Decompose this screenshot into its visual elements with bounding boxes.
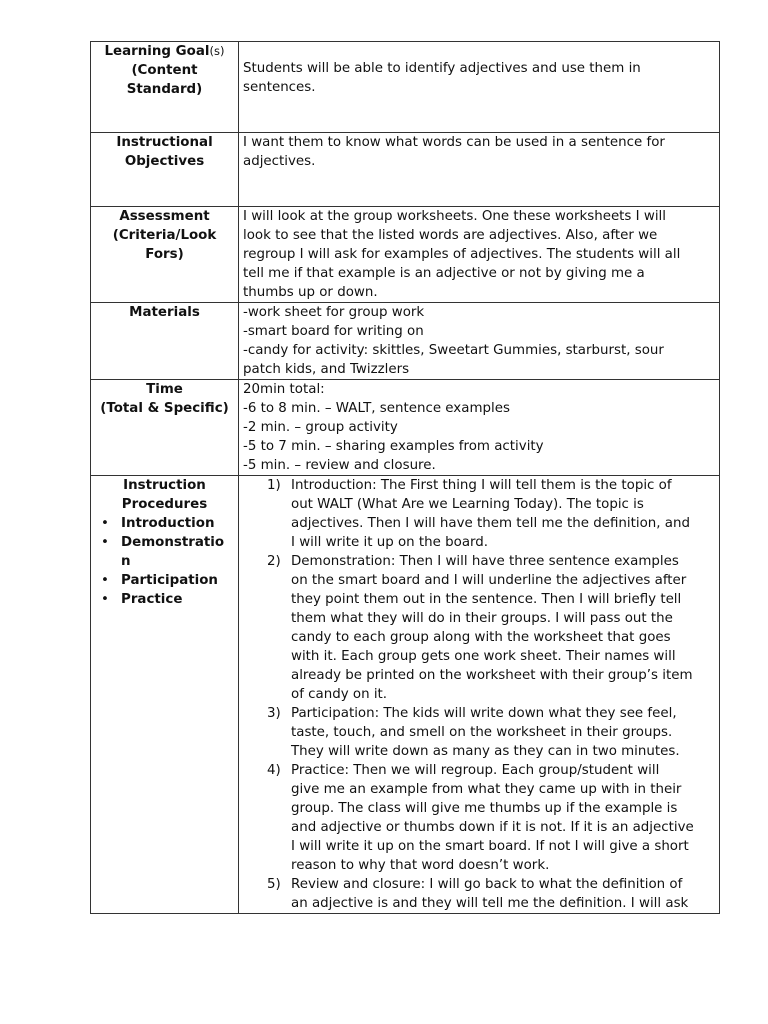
text-line: Practice: Then we will regroup. Each group/student will — [291, 763, 660, 778]
text-line: regroup I will ask for examples of adjectives. The students will all — [243, 247, 681, 262]
procedures-label-line: Procedures — [121, 497, 208, 512]
text-line: Demonstration: Then I will have three sentence examples — [291, 554, 679, 569]
materials-text — [239, 303, 720, 380]
step-number: 1) — [267, 478, 281, 493]
text-line: give me an example from what they came up with in their — [291, 782, 682, 797]
text-line: -5 to 7 min. – sharing examples from activity — [243, 439, 544, 454]
text-line: them what they will do in their groups. I will pass out the — [291, 611, 673, 626]
text-line: reason to why that word doesn’t work. — [291, 858, 550, 873]
text-line: I will write it up on the board. — [291, 535, 489, 550]
procedures-row — [91, 476, 720, 914]
procedure-steps-list — [243, 476, 715, 913]
learning-goal-text — [239, 42, 720, 133]
text-line: already be printed on the worksheet with their group’s item — [291, 668, 693, 683]
lesson-plan-table — [90, 41, 720, 914]
text-line: group. The class will give me thumbs up if the example is — [291, 801, 678, 816]
objectives-row — [91, 133, 720, 207]
step-number: 4) — [267, 763, 281, 778]
text-line: I will write it up on the smart board. If not I will give a short — [291, 839, 689, 854]
materials-label — [91, 303, 239, 380]
phase-text: • Participation — [121, 573, 218, 588]
phase-text: • Practice — [121, 592, 183, 607]
procedure-phase-item — [93, 514, 236, 533]
time-label-line: Time — [146, 382, 183, 397]
objectives-label-line: Instructional — [116, 135, 213, 150]
materials-label-line: Materials — [129, 305, 200, 320]
learning-goal-row — [91, 42, 720, 133]
procedure-step — [243, 761, 715, 875]
text-line: adjectives. Then I will have them tell me the definition, and — [291, 516, 690, 531]
materials-row — [91, 303, 720, 380]
phase-text: • Demonstratio — [121, 535, 225, 550]
procedure-phase-item — [93, 571, 236, 590]
time-label-line: (Total & Specific) — [100, 401, 229, 416]
learning-goal-label-suffix: (s) — [209, 44, 225, 58]
step-number: 3) — [267, 706, 281, 721]
text-line: taste, touch, and smell on the worksheet in their groups. — [291, 725, 673, 740]
assessment-row — [91, 207, 720, 303]
text-line: with it. Each group gets one work sheet. Their names will — [291, 649, 676, 664]
procedure-step — [243, 476, 715, 552]
text-line: thumbs up or down. — [243, 285, 378, 300]
text-line: patch kids, and Twizzlers — [243, 362, 410, 377]
assessment-label — [91, 207, 239, 303]
text-line: I will look at the group worksheets. One these worksheets I will — [243, 209, 666, 224]
text-line: tell me if that example is an adjective or not by giving me a — [243, 266, 645, 281]
procedure-step — [243, 875, 715, 913]
text-line: -candy for activity: skittles, Sweetart Gummies, starburst, sour — [243, 343, 664, 358]
text-line: 20min total: — [243, 382, 325, 397]
assessment-label-line: (Criteria/Look — [112, 228, 217, 243]
objectives-text — [239, 133, 720, 207]
learning-goal-label-line: (Content — [131, 63, 198, 78]
learning-goal-label-line: Standard) — [126, 82, 203, 97]
procedures-label-line: Instruction — [123, 478, 206, 493]
objectives-label — [91, 133, 239, 207]
text-line: of candy on it. — [291, 687, 388, 702]
text-line: -2 min. – group activity — [243, 420, 398, 435]
phase-text: • Introduction — [121, 516, 215, 531]
procedure-phase-item — [93, 533, 236, 571]
text-line: Students will be able to identify adjectives and use them in — [243, 61, 641, 76]
assessment-label-line: Fors) — [145, 247, 184, 262]
assessment-label-line: Assessment — [119, 209, 210, 224]
text-line: they point them out in the sentence. Then I will briefly tell — [291, 592, 682, 607]
text-line: I want them to know what words can be used in a sentence for — [243, 135, 665, 150]
text-line: Review and closure: I will go back to what the definition of — [291, 877, 683, 892]
learning-goal-label — [91, 42, 239, 133]
phase-text: n — [121, 554, 131, 569]
assessment-text — [239, 207, 720, 303]
procedure-phase-list — [93, 514, 236, 609]
text-line: look to see that the listed words are adjectives. Also, after we — [243, 228, 658, 243]
text-line: Participation: The kids will write down what they see feel, — [291, 706, 677, 721]
text-line: out WALT (What Are we Learning Today). The topic is — [291, 497, 644, 512]
time-row — [91, 380, 720, 476]
procedures-text — [239, 476, 720, 914]
objectives-label-line: Objectives — [124, 154, 205, 169]
text-line: and adjective or thumbs down if it is not. If it is an adjective — [291, 820, 694, 835]
learning-goal-label-main: Learning Goal — [104, 44, 210, 59]
text-line: Introduction: The First thing I will tell them is the topic of — [291, 478, 672, 493]
text-line: sentences. — [243, 80, 316, 95]
text-line: They will write down as many as they can in two minutes. — [291, 744, 680, 759]
procedure-step — [243, 704, 715, 761]
text-line: -smart board for writing on — [243, 324, 424, 339]
text-line: adjectives. — [243, 154, 316, 169]
time-label — [91, 380, 239, 476]
procedures-label — [91, 476, 239, 914]
step-number: 2) — [267, 554, 281, 569]
time-text — [239, 380, 720, 476]
text-line: -5 min. – review and closure. — [243, 458, 436, 473]
step-number: 5) — [267, 877, 281, 892]
text-line: an adjective is and they will tell me the definition. I will ask — [291, 896, 689, 911]
text-line: on the smart board and I will underline the adjectives after — [291, 573, 687, 588]
procedure-phase-item — [93, 590, 236, 609]
text-line: -6 to 8 min. – WALT, sentence examples — [243, 401, 510, 416]
text-line: candy to each group along with the worksheet that goes — [291, 630, 671, 645]
text-line: -work sheet for group work — [243, 305, 425, 320]
procedure-step — [243, 552, 715, 704]
